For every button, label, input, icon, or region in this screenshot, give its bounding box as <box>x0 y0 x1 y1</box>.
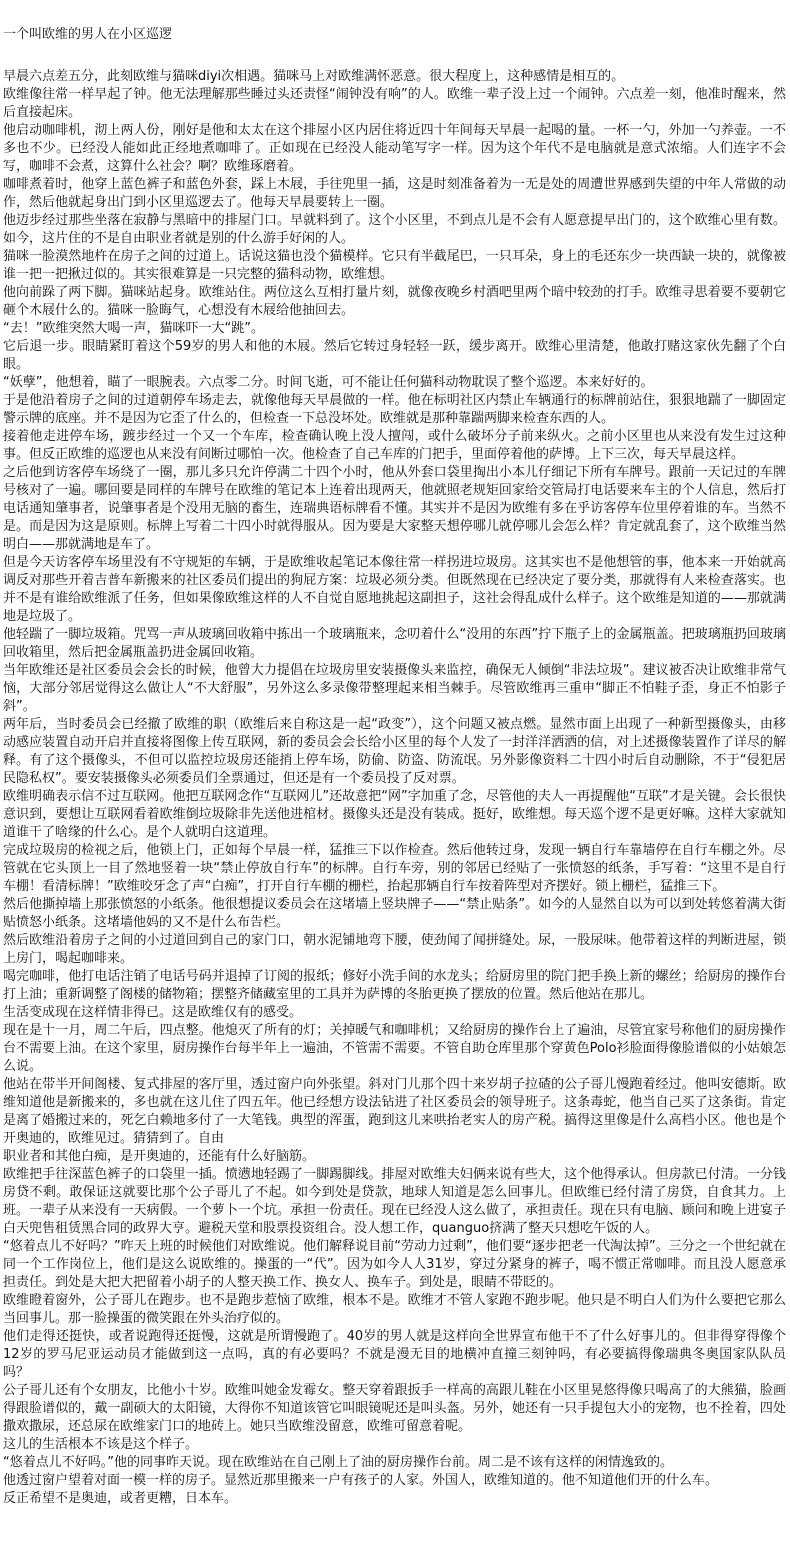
paragraph: 他向前跺了两下脚。猫咪站起身。欧维站住。两位这么互相打量片刻，就像夜晚乡村酒吧里两个暗中较劲的打手。欧维寻思着要不要朝它砸个木屐什么的。猫咪一脸晦气，心想没有木屐给他抽回去。 <box>3 285 786 318</box>
paragraph: 欧维明确表示信不过互联网。他把互联网念作“互联网儿”还故意把“网”字加重了念，尽管他的夫人一再提醒他“互联”才是关键。会长很快意识到，要想让互联网看着欧维倒垃圾除非先送他进棺材。摄像头还是没有装成。挺好，欧维想。每天巡个逻不是更好嘛。这样大家就知道谁干了啥缘的什么心。是个人就明白这道理。 <box>3 789 786 840</box>
paragraph: 然后欧维沿着房子之间的小过道回到自己的家门口，朝水泥铺地弯下腰，使劲闻了闻拼缝处。尿，一股尿味。他带着这样的判断进屋，锁上房门，喝起咖啡来。 <box>3 933 786 966</box>
paragraph: 之后他到访客停车场绕了一圈，那儿多只允许停满二十四个小时，他从外套口袋里掏出小本儿仔细记下所有车牌号。跟前一天记过的车牌号核对了一遍。哪回要是同样的车牌号在欧维的笔记本上连着出现两天，他就照老规矩回家给交管局打电话要来车主的个人信息，然后打电话通知肇事者，说肇事者是个没用无脑的畜生，连瑞典语标牌看不懂。其实并不是因为欧维有多在乎访客停车位里停着谁的车。当然不是。而是因为这是原则。标牌上写着二十四小时就得服从。因为要是大家整天想停哪儿就停哪儿会怎么样？肯定就乱套了，这个欧维当然明白——那就满地是车了。 <box>3 465 786 552</box>
paragraph: 欧维瞪着窗外，公子哥儿在跑步。也不是跑步惹恼了欧维，根本不是。欧维才不管人家跑不跑步呢。他只是不明白人们为什么要把它那么当回事儿。那一脸操蛋的微笑跟在外头治疗似的。 <box>3 1293 786 1326</box>
paragraph: “悠着点儿不好吗？”昨天上班的时候他们对欧维说。他们解释说目前“劳动力过剩”，他们要“逐步把老一代淘汰掉”。三分之一个世纪就在同一个工作岗位上，他们是这么说欧维的。操蛋的一“代”。因为如今人人31岁，穿过分紧身的裤子，喝不惯正常咖啡。而且没人愿意承担责任。到处是大把大把留着小胡子的人整天换工作、换女人、换车子。到处是，眼睛不带眨的。 <box>3 1239 786 1290</box>
paragraph: 生活变成现在这样情非得已。这是欧维仅有的感受。 <box>3 1005 303 1020</box>
page-title: 一个叫欧维的男人在小区巡逻 <box>3 27 173 42</box>
paragraph: 职业者和其他白痴，是开奥迪的，还能有什么好脑筋。 <box>3 1149 316 1164</box>
paragraph: 现在是十一月，周二午后，四点整。他熄灭了所有的灯；关掉暖气和咖啡机；又给厨房的操作台上了遍油，尽管宜家号称他们的厨房操作台不需要上油。在这个家里，厨房操作台每半年上一遍油，不管需不需要。不管自助仓库里那个穿黄色Polo衫脸面得像脸谱似的小姑娘怎么说。 <box>3 1023 786 1074</box>
paragraph: 欧维像往常一样早起了钟。他无法理解那些睡过头还责怪“闹钟没有响”的人。欧维一辈子没上过一个闹钟。六点差一刻，他准时醒来，然后直接起床。 <box>3 87 786 120</box>
paragraph: “去！”欧维突然大喝一声，猫咪吓一大“跳”。 <box>3 321 264 336</box>
paragraph: 然后他撕掉墙上那张愤怒的小纸条。他很想提议委员会在这堵墙上竖块牌子——“禁止贴条”。如今的人显然自以为可以到处转悠着满大街贴愤怒小纸条。这堵墙他妈的又不是什么布告栏。 <box>3 897 786 930</box>
paragraph: 接着他走进停车场，踱步经过一个又一个车库，检查确认晚上没人擅闯，或什么破坏分子前来纵火。之前小区里也从来没有发生过这种事。但反正欧维的巡逻也从来没有间断过哪怕一次。他检查了自己车库的门把手，里面停着他的萨博。上下三次，每天早晨这样。 <box>3 429 786 462</box>
paragraph: 欧维把手往深蓝色裤子的口袋里一插。愤懑地轻踢了一脚踢脚线。排屋对欧维夫妇俩来说有些大，这个他得承认。但房款已付清。一分钱房贷不剩。敢保证这就要比那个公子哥儿了不起。如今到处是贷款，地球人知道是怎么回事儿。但欧维已经付清了房贷，自食其力。上班。一辈子从来没有一天病假。一个萝卜一个坑。承担一份责任。现在已经没人这么做了，承担责任。现在只有电脑、顾问和晚上进宴子白天兜售租赁黑合同的政界大亨。避税天堂和股票投资组合。没人想工作，quanguo挤满了整天只想吃午饭的人。 <box>3 1167 786 1236</box>
paragraph: 公子哥儿还有个女朋友，比他小十岁。欧维叫她金发霉女。整天穿着跟扳手一样高的高跟儿鞋在小区里晃悠得像只喝高了的大熊猫，脸画得跟脸谱似的，戴一副硕大的太阳镜，大得你不知道该管它叫眼镜呢还是叫头盔。另外，她还有一只手提包大小的宠物，也不拴着，四处撒欢撒尿，还总尿在欧维家门口的地砖上。她只当欧维没留意，欧维可留意着呢。 <box>3 1383 786 1434</box>
paragraph: 他们走得还挺快，或者说跑得还挺慢，这就是所谓慢跑了。40岁的男人就是这样向全世界宣布他干不了什么好事儿的。但非得穿得像个12岁的罗马尼亚运动员才能做到这一点吗，真的有必要吗？不就是漫无目的地横冲直撞三刻钟吗，有必要搞得像瑞典冬奥国家队队员吗？ <box>3 1329 786 1380</box>
paragraph: 他轻踹了一脚垃圾箱。咒骂一声从玻璃回收箱中拣出一个玻璃瓶来，念叨着什么“没用的东西”拧下瓶子上的金属瓶盖。把玻璃瓶扔回玻璃回收箱里，然后把金属瓶盖扔进金属回收箱。 <box>3 627 786 660</box>
paragraph: 猫咪一脸漠然地杵在房子之间的过道上。话说这猫也没个猫模样。它只有半截尾巴，一只耳朵，身上的毛还东少一块西缺一块的，就像被谁一把一把揪过似的。其实很难算是一只完整的猫科动物，欧维想。 <box>3 249 786 282</box>
paragraph: 他启动咖啡机，沏上两人份，刚好是他和太太在这个排屋小区内居住将近四十年间每天早晨一起喝的量。一杯一勺，外加一勺养壶。一不多也不少。已经没人能如此正经地煮咖啡了。正如现在已经没人能动笔写字一样。因为这个年代不是电脑就是意式浓缩。人们连字不会写，咖啡不会煮，这算什么社会？啊？欧维琢磨着。 <box>3 123 786 174</box>
paragraph: 喝完咖啡，他打电话注销了电话号码并退掉了订阅的报纸；修好小洗手间的水龙头；给厨房里的院门把手换上新的螺丝；给厨房的操作台打上油；重新调整了阁楼的储物箱；摆整齐储藏室里的工具并为萨博的冬胎更换了摆放的位置。然后他站在那儿。 <box>3 969 786 1002</box>
paragraph: 当年欧维还是社区委员会会长的时候，他曾大力提倡在垃圾房里安装摄像头来监控，确保无人倾倒“非法垃圾”。建议被否决让欧维非常气恼，大部分邻居觉得这么做让人“不大舒服”，另外这么多录像带整理起来相当棘手。尽管欧维再三重申“脚正不怕鞋子歪，身正不怕影子斜”。 <box>3 663 786 714</box>
paragraph: 他透过窗户望着对面一模一样的房子。显然近那里搬来一户有孩子的人家。外国人，欧维知道的。他不知道他们开的什么车。 <box>3 1473 719 1488</box>
paragraph: 于是他沿着房子之间的过道朝停车场走去，就像他每天早晨做的一样。他在标明社区内禁止车辆通行的标牌前站住，狠狠地踹了一脚固定警示牌的底座。并不是因为它歪了什么的，但检查一下总没坏处。欧维就是那种靠踹两脚来检查东西的人。 <box>3 393 786 426</box>
paragraph: “悠着点儿不好吗。”他的同事昨天说。现在欧维站在自己刚上了油的厨房操作台前。周二是不该有这样的闲情逸致的。 <box>3 1455 673 1470</box>
paragraph: 他站在带半开间阁楼、复式排屋的客厅里，透过窗户向外张望。斜对门儿那个四十来岁胡子拉碴的公子哥儿慢跑着经过。他叫安德斯。欧维知道他是新搬来的，多也就在这儿住了四五年。他已经想方设法钻进了社区委员会的领导班子。这条毒蛇，他当自己买了这条街。肯定是离了婚搬过来的，死乞白赖地多付了一大笔钱。典型的浑蛋，跑到这儿来哄抬老实人的房产税。搞得这里像是什么高档小区。他也是个开奥迪的，欧维见过。猜猜到了。自由 <box>3 1077 786 1146</box>
paragraph: 他迈步经过那些坐落在寂静与黑暗中的排屋门口。早就料到了。这个小区里，不到点儿是不会有人愿意提早出门的，这个欧维心里有数。如今，这片住的不是自由职业者就是别的什么游手好闲的人。 <box>3 213 786 246</box>
paragraph: 但是今天访客停车场里没有不守规矩的车辆，于是欧维收起笔记本像往常一样拐进垃圾房。这其实也不是他想管的事，他本来一开始就高调反对那些开着吉普车新搬来的社区委员们提出的狗屁方案：垃圾必须分类。但既然现在已经决定了要分类，那就得有人来检查落实。也并不是有谁给欧维派了任务，但如果像欧维这样的人不自觉自愿地挑起这副担子，这社会得乱成什么样子。这个欧维是知道的——那就满地是垃圾了。 <box>3 555 786 624</box>
paragraph: 这儿的生活根本不该是这个样子。 <box>3 1437 199 1452</box>
paragraph: “妖孽”，他想着，瞄了一眼腕表。六点零二分。时间飞逝，可不能让任何猫科动物耽误了整个巡逻。本来好好的。 <box>3 375 654 390</box>
paragraph: 两年后，当时委员会已经撤了欧维的职（欧维后来自称这是一起“政变”），这个问题又被点燃。显然市面上出现了一种新型摄像头，由移动感应装置自动开启并直接将图像上传互联网，新的委员会会长给小区里的每个人发了一封洋洋洒洒的信，对上述摄像装置作了详尽的解释。有了这个摄像头，不但可以监控垃圾房还能捎上停车场，防偷、防盗、防流氓。另外影像资料二十四小时后自动删除，不于“侵犯居民隐私权”。要安装摄像头必须委员们全票通过，但还是有一个委员投了反对票。 <box>3 717 786 786</box>
paragraph: 反正希望不是奥迪，或者更糟，日本车。 <box>3 1491 238 1506</box>
article-body <box>3 68 786 1508</box>
paragraph: 早晨六点差五分，此刻欧维与猫咪diyi次相遇。猫咪马上对欧维满怀恶意。很大程度上，这种感情是相互的。 <box>3 69 625 84</box>
paragraph: 完成垃圾房的检视之后，他锁上门，正如每个早晨一样，猛推三下以作检查。然后他转过身，发现一辆自行车靠墙停在自行车棚之外。尽管就在它头顶上一目了然地竖着一块“禁止停放自行车”的标牌。自行车旁，别的邻居已经贴了一张愤怒的纸条，手写着：“这里不是自行车棚！看清标牌！”欧维咬牙念了声“白痴”，打开自行车棚的栅栏，抬起那辆自行车按着阵型对齐摆好。锁上栅栏，猛推三下。 <box>3 843 786 894</box>
paragraph: 它后退一步。眼睛紧盯着这个59岁的男人和他的木屐。然后它转过身轻轻一跃，缓步离开。欧维心里清楚，他敢打赌这家伙先翻了个白眼。 <box>3 339 786 372</box>
paragraph: 咖啡煮着时，他穿上蓝色裤子和蓝色外套，踩上木屐，手往兜里一插，这是时刻准备着为一无是处的周遭世界感到失望的中年人常做的动作，然后他就起身出门到小区里巡逻去了。他每天早晨要转上一圈。 <box>3 177 786 210</box>
